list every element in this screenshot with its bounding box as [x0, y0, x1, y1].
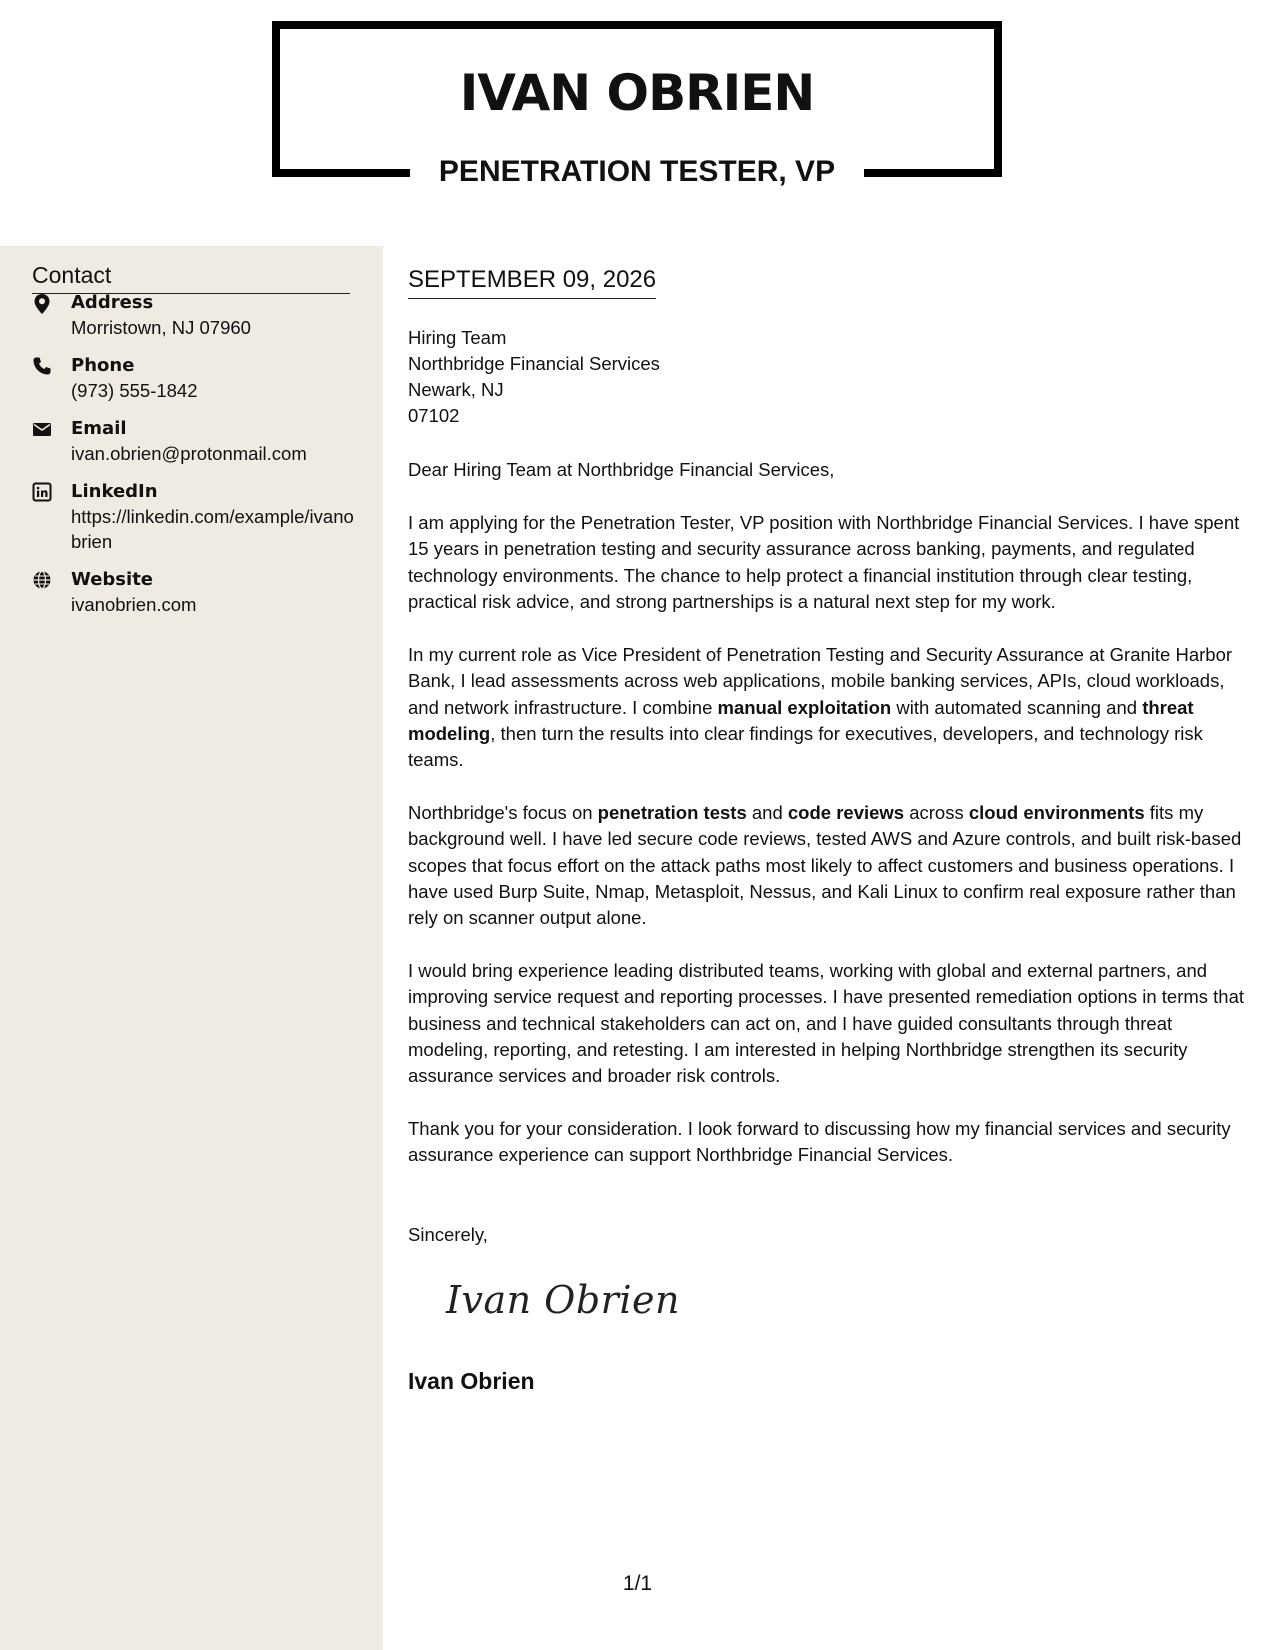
recipient-block	[408, 325, 660, 429]
frame-top-border	[272, 21, 1002, 29]
contact-label-address: Address	[71, 292, 154, 313]
contact-label-email: Email	[71, 418, 127, 439]
contact-value-address: Morristown, NJ 07960	[71, 317, 251, 338]
paragraph-experience: I would bring experience leading distributed teams, working with global and external partners, and improving service request and reporting processes. I have presented remediation options in terms that business and technical stakeholders can act on, and I have guided consultants through threat modeling, reporting, and retesting. I am interested in helping Northbridge strengthen its security assurance services and broader risk controls.	[408, 960, 1245, 1087]
salutation: Dear Hiring Team at Northbridge Financial Services,	[408, 459, 835, 480]
bold-keyword: penetration tests	[597, 802, 747, 823]
recipient-line: Northbridge Financial Services	[408, 353, 660, 374]
recipient-line: Newark, NJ	[408, 379, 504, 400]
page-number: 1/1	[622, 1572, 653, 1595]
letter-date: SEPTEMBER 09, 2026	[408, 264, 656, 299]
paragraph-text: across	[904, 802, 969, 823]
contact-sidebar	[0, 246, 383, 1650]
handwritten-signature: Ivan Obrien	[446, 1278, 680, 1322]
bold-keyword: code reviews	[787, 802, 905, 823]
bold-keyword: manual exploitation	[717, 696, 892, 718]
contact-heading: Contact	[32, 259, 350, 294]
applicant-name: IVAN OBRIEN	[459, 64, 815, 122]
paragraph-intro: I am applying for the Penetration Tester, VP position with Northbridge Financial Services. I have spent 15 years in penetration testing and security assurance across banking, payments, and regulated technology environments. The chance to help protect a financial institution through clear testing, practical risk advice, and strong partnerships is a natural next step for my work.	[408, 512, 1240, 612]
contact-label-linkedin: LinkedIn	[71, 481, 158, 502]
bold-keyword: threat modeling	[408, 696, 1194, 744]
recipient-line: Hiring Team	[408, 327, 507, 348]
paragraph-text: and	[746, 802, 788, 823]
contact-label-website: Website	[71, 569, 154, 590]
globe-icon	[32, 570, 54, 592]
contact-value-email: ivan.obrien@protonmail.com	[71, 443, 307, 464]
contact-value-phone: (973) 555-1842	[71, 380, 198, 401]
paragraph-text: with automated scanning and	[891, 696, 1143, 718]
email-icon	[32, 419, 54, 441]
phone-icon	[32, 356, 54, 378]
closing-phrase: Sincerely,	[408, 1224, 488, 1245]
contact-value-website[interactable]: ivanobrien.com	[71, 594, 197, 615]
paragraph-text: In my current role as Vice President of Penetration Testing and Security Assurance at Granite Harbor Bank, I lead assessments across web applications, mobile banking services, APIs, cloud workloads, and network infrastructure. I combine	[408, 644, 1233, 718]
job-title: PENETRATION TESTER, VP	[438, 155, 836, 188]
location-pin-icon	[32, 293, 54, 315]
linkedin-icon	[32, 482, 54, 504]
paragraph-text: Northbridge's focus on	[408, 802, 598, 823]
signer-name: Ivan Obrien	[408, 1368, 535, 1394]
paragraph-text: fits my background well. I have led secure code reviews, tested AWS and Azure controls, and built risk-based scopes that focus effort on the attack paths most likely to affect customers and business operations. I have used Burp Suite, Nmap, Metasploit, Nessus, and Kali Linux to confirm real exposure rather than rely on scanner output alone.	[408, 802, 1242, 929]
paragraph-text: , then turn the results into clear findings for executives, developers, and technology risk teams.	[408, 722, 1203, 771]
paragraph-closing: Thank you for your consideration. I look forward to discussing how my financial services and security assurance experience can support Northbridge Financial Services.	[408, 1118, 1231, 1166]
paragraph-current-role	[408, 642, 1250, 773]
recipient-line: 07102	[408, 405, 460, 426]
contact-label-phone: Phone	[71, 355, 135, 376]
bold-keyword: cloud environments	[968, 802, 1145, 823]
paragraph-company-fit	[408, 800, 1250, 931]
contact-value-linkedin[interactable]: https://linkedin.com/example/ivanobrien	[71, 506, 354, 552]
